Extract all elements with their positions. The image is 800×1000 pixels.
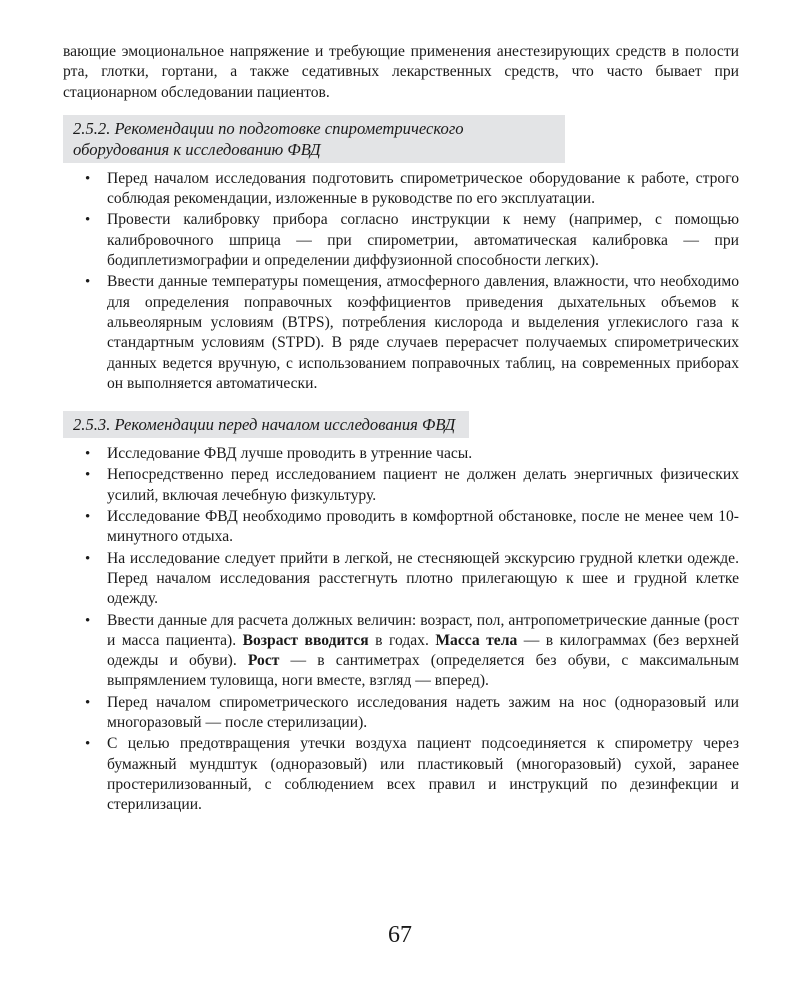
list-item: • Перед началом спирометрического исследования надеть зажим на нос (одноразовый или многоразовый — после стерилизации). (63, 693, 739, 734)
section-2-5-2-heading: 2.5.2. Рекомендации по подготовке спирометрического оборудования к исследованию ФВД (63, 115, 565, 163)
section-2-5-2-list (63, 169, 739, 394)
list-item: • С целью предотвращения утечки воздуха пациент подсоединяется к спирометру через бумажный мундштук (одноразовый) или пластиковый (многоразовый) сухой, заранее простерилизованный, с соблюдением всех правил и инструкций по дезинфекции и стерилизации. (63, 734, 739, 815)
bold-term: Возраст вводится (242, 631, 369, 649)
list-item: • Непосредственно перед исследованием пациент не должен делать энергичных физических усилий, включая лечебную физкультуру. (63, 465, 739, 506)
bold-term: Масса тела (435, 631, 518, 649)
list-item: • На исследование следует прийти в легкой, не стесняющей экскурсию грудной клетки одежде. Перед началом исследования расстегнуть плотно прилегающую к шее и грудной клетке одежду. (63, 549, 739, 610)
list-item: • Провести калибровку прибора согласно инструкции к нему (например, с помощью калибровочного шприца — при спирометрии, автоматическая калибровка — при бодиплетизмографии и определении диффузионной способности легких). (63, 210, 739, 271)
section-2-5-3-heading: 2.5.3. Рекомендации перед началом исследования ФВД (63, 411, 469, 438)
intro-paragraph: вающие эмоциональное напряжение и требующие применения анестезирующих средств в полости рта, глотки, гортани, а также седативных лекарственных средств, что часто бывает при стационарном обследовании пациентов. (63, 43, 739, 101)
section-2-5-3-list (63, 444, 739, 815)
item-text: Ввести данные для расчета должных величин: возраст, пол, антропометрические данные (рост и масса пациента). (107, 611, 739, 649)
item-text: — в сантиметрах (определяется без обуви, с максимальным выпрямлением туловища, ноги вместе, взгляд — вперед). (107, 652, 739, 690)
page-number: 67 (388, 922, 412, 948)
item-text: — в килограммах (без верхней одежды и обуви). (107, 631, 740, 670)
item-text: в годах. (368, 631, 436, 649)
bold-term: Рост (247, 652, 280, 670)
list-item: • Ввести данные температуры помещения, атмосферного давления, влажности, что необходимо для определения поправочных коэффициентов приведения дыхательных объемов к альвеолярным условиям (BTPS), потребления кислорода и выделения углекислого газа к стандартным условиям (STPD). В ряде случаев перерасчет получаемых спирометрических данных ведется вручную, с использованием поправочных таблиц, на современных приборах он выполняется автоматически. (63, 272, 739, 394)
list-item: • Исследование ФВД лучше проводить в утренние часы. (63, 444, 739, 464)
page-content (63, 42, 739, 817)
list-item: • Перед началом исследования подготовить спирометрическое оборудование к работе, строго соблюдая рекомендации, изложенные в руководстве по его эксплуатации. (63, 169, 739, 210)
list-item (63, 611, 739, 692)
list-item: • Исследование ФВД необходимо проводить в комфортной обстановке, после не менее чем 10-минутного отдыха. (63, 507, 739, 548)
